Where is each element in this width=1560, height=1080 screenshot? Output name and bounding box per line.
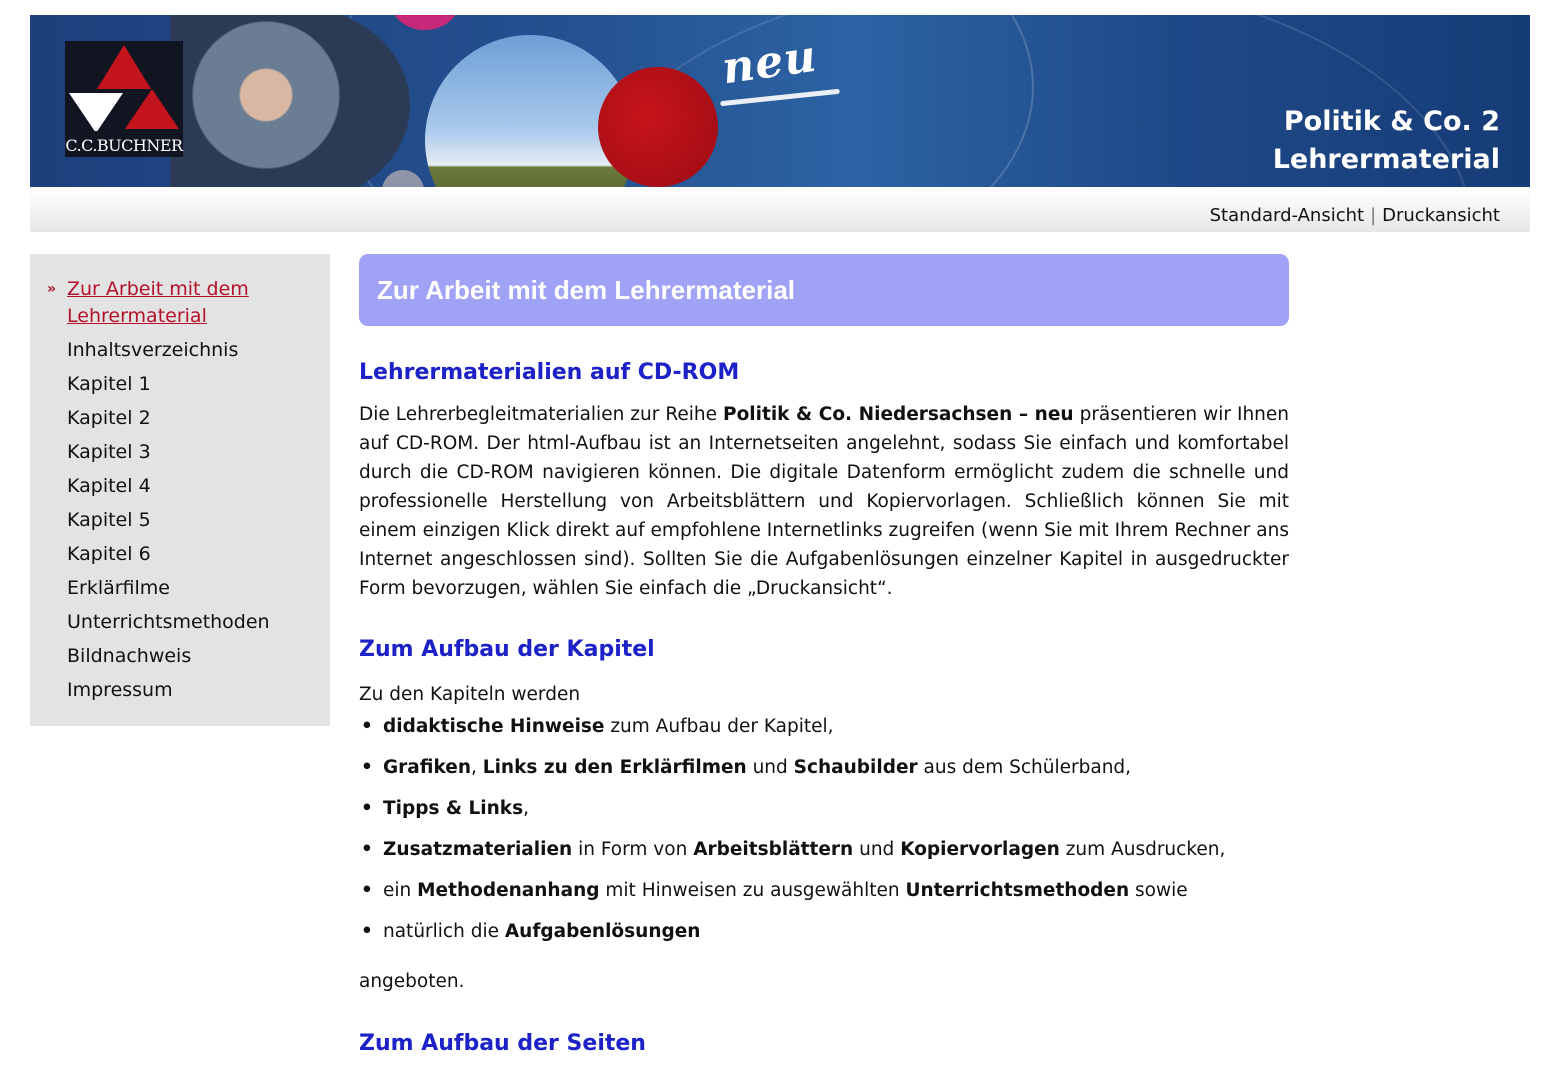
standard-view-link[interactable]: Standard-Ansicht: [1209, 205, 1365, 226]
sidebar-item-erklaerfilme[interactable]: [30, 575, 330, 602]
sidebar-item-label: Kapitel 5: [67, 509, 151, 531]
publisher-name: C.C.BUCHNER: [65, 136, 183, 155]
sidebar-item-bildnachweis[interactable]: [30, 643, 330, 670]
list-item: [359, 918, 1289, 945]
list-item-text: aus dem Schülerband,: [917, 757, 1132, 778]
list-item-text: zum Aufbau der Kapitel,: [604, 716, 834, 737]
publisher-logo[interactable]: [65, 41, 183, 157]
print-view-link[interactable]: Druckansicht: [1382, 205, 1500, 226]
site-title-line2: Lehrermaterial: [1272, 144, 1500, 175]
chapter-intro: Zu den Kapiteln werden: [359, 684, 581, 705]
sidebar-nav: [30, 254, 330, 726]
sidebar-item-label: Inhaltsverzeichnis: [67, 339, 239, 361]
sidebar-item-label: Kapitel 6: [67, 543, 151, 565]
sidebar-item-impressum[interactable]: [30, 677, 330, 704]
list-item-bold: Tipps & Links: [383, 798, 524, 819]
intro-text: Die Lehrerbegleitmaterialien zur Reihe: [359, 404, 724, 425]
bullet: •: [361, 757, 373, 778]
bullet: •: [361, 716, 373, 737]
list-item-text: in Form von: [572, 839, 694, 860]
intro-paragraph: [359, 400, 1289, 603]
sidebar-item-kapitel-2[interactable]: [30, 405, 330, 432]
bullet: •: [361, 921, 373, 942]
view-separator: |: [1370, 205, 1377, 226]
section-heading-kapitel: Zum Aufbau der Kapitel: [359, 637, 655, 662]
list-item-bold: Links zu den Erklärfilmen: [482, 757, 747, 778]
page-title: Zur Arbeit mit dem Lehrermaterial: [359, 254, 1289, 326]
header-banner: [30, 15, 1530, 187]
list-item: [359, 795, 1289, 822]
list-item: [359, 713, 1289, 740]
list-item-bold: Grafiken: [383, 757, 472, 778]
series-name: Politik & Co. Niedersachsen – neu: [723, 404, 1074, 425]
list-item-bold: Methodenanhang: [417, 880, 600, 901]
intro-text: präsentieren wir Ihnen auf CD-ROM. Der html-Aufbau ist an Internetseiten angelehnt, sodass Sie einfach und komfortabel durch die CD-ROM navigieren können. Die digitale Datenform ermöglicht zudem die schnelle und professionelle Herstellung von Arbeitsblättern und Kopiervorlagen. Schließlich können Sie mit einem einzigen Klick direkt auf empfohlene Internetlinks zugreifen (wenn Sie mit Ihrem Rechner ans Internet angeschlossen sind). Sollten Sie die Aufgabenlösungen einzelner Kapitel in ausgedruckter Form bevorzugen, wählen Sie einfach die „Druckansicht“.: [359, 404, 1289, 599]
active-arrow-icon: »: [47, 281, 55, 297]
sidebar-item-label: Impressum: [67, 679, 173, 701]
sidebar-item-label: Unterrichtsmethoden: [67, 611, 270, 633]
section-heading-seiten: Zum Aufbau der Seiten: [359, 1031, 646, 1056]
sidebar-item-zur-arbeit[interactable]: [30, 276, 330, 330]
site-title: [1273, 103, 1500, 179]
list-item: [359, 836, 1289, 863]
list-item-text: ,: [523, 798, 529, 819]
list-item-text: und: [746, 757, 794, 778]
sidebar-item-kapitel-5[interactable]: [30, 507, 330, 534]
list-item-text: ein: [383, 880, 418, 901]
list-item-text: zum Ausdrucken,: [1059, 839, 1226, 860]
site-title-line1: Politik & Co. 2: [1283, 106, 1500, 137]
list-item-text: und: [853, 839, 901, 860]
list-item-text: natürlich die: [383, 921, 505, 942]
bullet: •: [361, 880, 373, 901]
sidebar-item-label: Kapitel 3: [67, 441, 151, 463]
main-content: [359, 254, 1289, 1056]
list-item: [359, 754, 1289, 781]
logo-triangles-icon: [65, 41, 183, 131]
feature-list: [359, 713, 1289, 945]
sidebar-item-kapitel-4[interactable]: [30, 473, 330, 500]
list-item-bold: Kopiervorlagen: [900, 839, 1060, 860]
list-item: [359, 877, 1289, 904]
sidebar-item-label: Erklärfilme: [67, 577, 170, 599]
list-item-bold: Schaubilder: [793, 757, 918, 778]
chapter-outro: angeboten.: [359, 971, 465, 992]
banner-photo-student: [170, 15, 410, 187]
sidebar-item-inhaltsverzeichnis[interactable]: [30, 337, 330, 364]
sidebar-item-label: Kapitel 1: [67, 373, 151, 395]
bullet: •: [361, 798, 373, 819]
sidebar-item-kapitel-1[interactable]: [30, 371, 330, 398]
list-item-bold: didaktische Hinweise: [383, 716, 605, 737]
sidebar-item-kapitel-6[interactable]: [30, 541, 330, 568]
bullet: •: [361, 839, 373, 860]
list-item-text: mit Hinweisen zu ausgewählten: [599, 880, 906, 901]
view-switch-bar: [30, 187, 1530, 232]
sidebar-item-unterrichtsmethoden[interactable]: [30, 609, 330, 636]
section-heading-cdrom: Lehrermaterialien auf CD-ROM: [359, 360, 740, 385]
list-item-bold: Aufgabenlösungen: [504, 921, 701, 942]
list-item-text: sowie: [1129, 880, 1188, 901]
list-item-bold: Arbeitsblättern: [693, 839, 854, 860]
sidebar-item-kapitel-3[interactable]: [30, 439, 330, 466]
list-item-bold: Zusatzmaterialien: [383, 839, 573, 860]
sidebar-item-label: Bildnachweis: [67, 645, 192, 667]
banner-circle-red: [598, 67, 718, 187]
sidebar-item-label: Kapitel 4: [67, 475, 151, 497]
list-item-bold: Unterrichtsmethoden: [905, 880, 1130, 901]
new-badge: neu: [718, 30, 821, 95]
sidebar-item-label: Kapitel 2: [67, 407, 151, 429]
list-item-text: ,: [471, 757, 483, 778]
sidebar-item-label: Zur Arbeit mit dem Lehrermaterial: [67, 278, 249, 327]
